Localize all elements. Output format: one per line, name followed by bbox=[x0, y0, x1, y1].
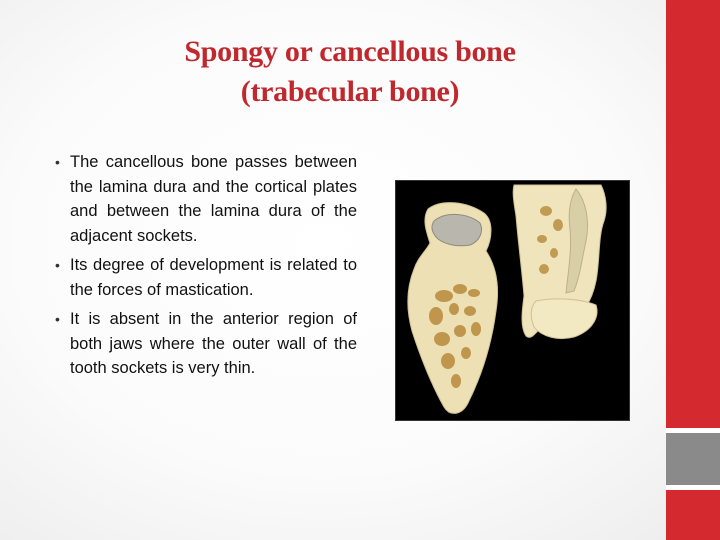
bullet-text: It is absent in the anterior region of both jaws where the outer wall of the tooth sockets is very thin. bbox=[70, 310, 357, 377]
bullet-item bbox=[55, 307, 357, 381]
slide-title-line-2: (trabecular bone) bbox=[240, 75, 460, 108]
bullet-dot: • bbox=[55, 154, 60, 170]
accent-bar bbox=[666, 0, 720, 540]
bullet-item bbox=[55, 150, 357, 248]
accent-gray-block bbox=[666, 433, 720, 485]
root-piece bbox=[531, 299, 597, 339]
bullet-dot: • bbox=[55, 257, 60, 273]
bullet-dot: • bbox=[55, 311, 60, 327]
slide-title-line-1: Spongy or cancellous bone bbox=[184, 35, 516, 68]
slide-title bbox=[40, 32, 660, 112]
bullet-text: The cancellous bone passes between the lamina dura and the cortical plates and between the lamina dura of the adjacent sockets. bbox=[70, 153, 357, 245]
bullet-list bbox=[55, 150, 357, 386]
bone-section-photo bbox=[395, 180, 630, 421]
bullet-item bbox=[55, 253, 357, 302]
bone-illustration bbox=[396, 181, 629, 420]
accent-lower-block bbox=[666, 490, 720, 540]
bullet-text: Its degree of development is related to the forces of mastication. bbox=[70, 256, 357, 299]
